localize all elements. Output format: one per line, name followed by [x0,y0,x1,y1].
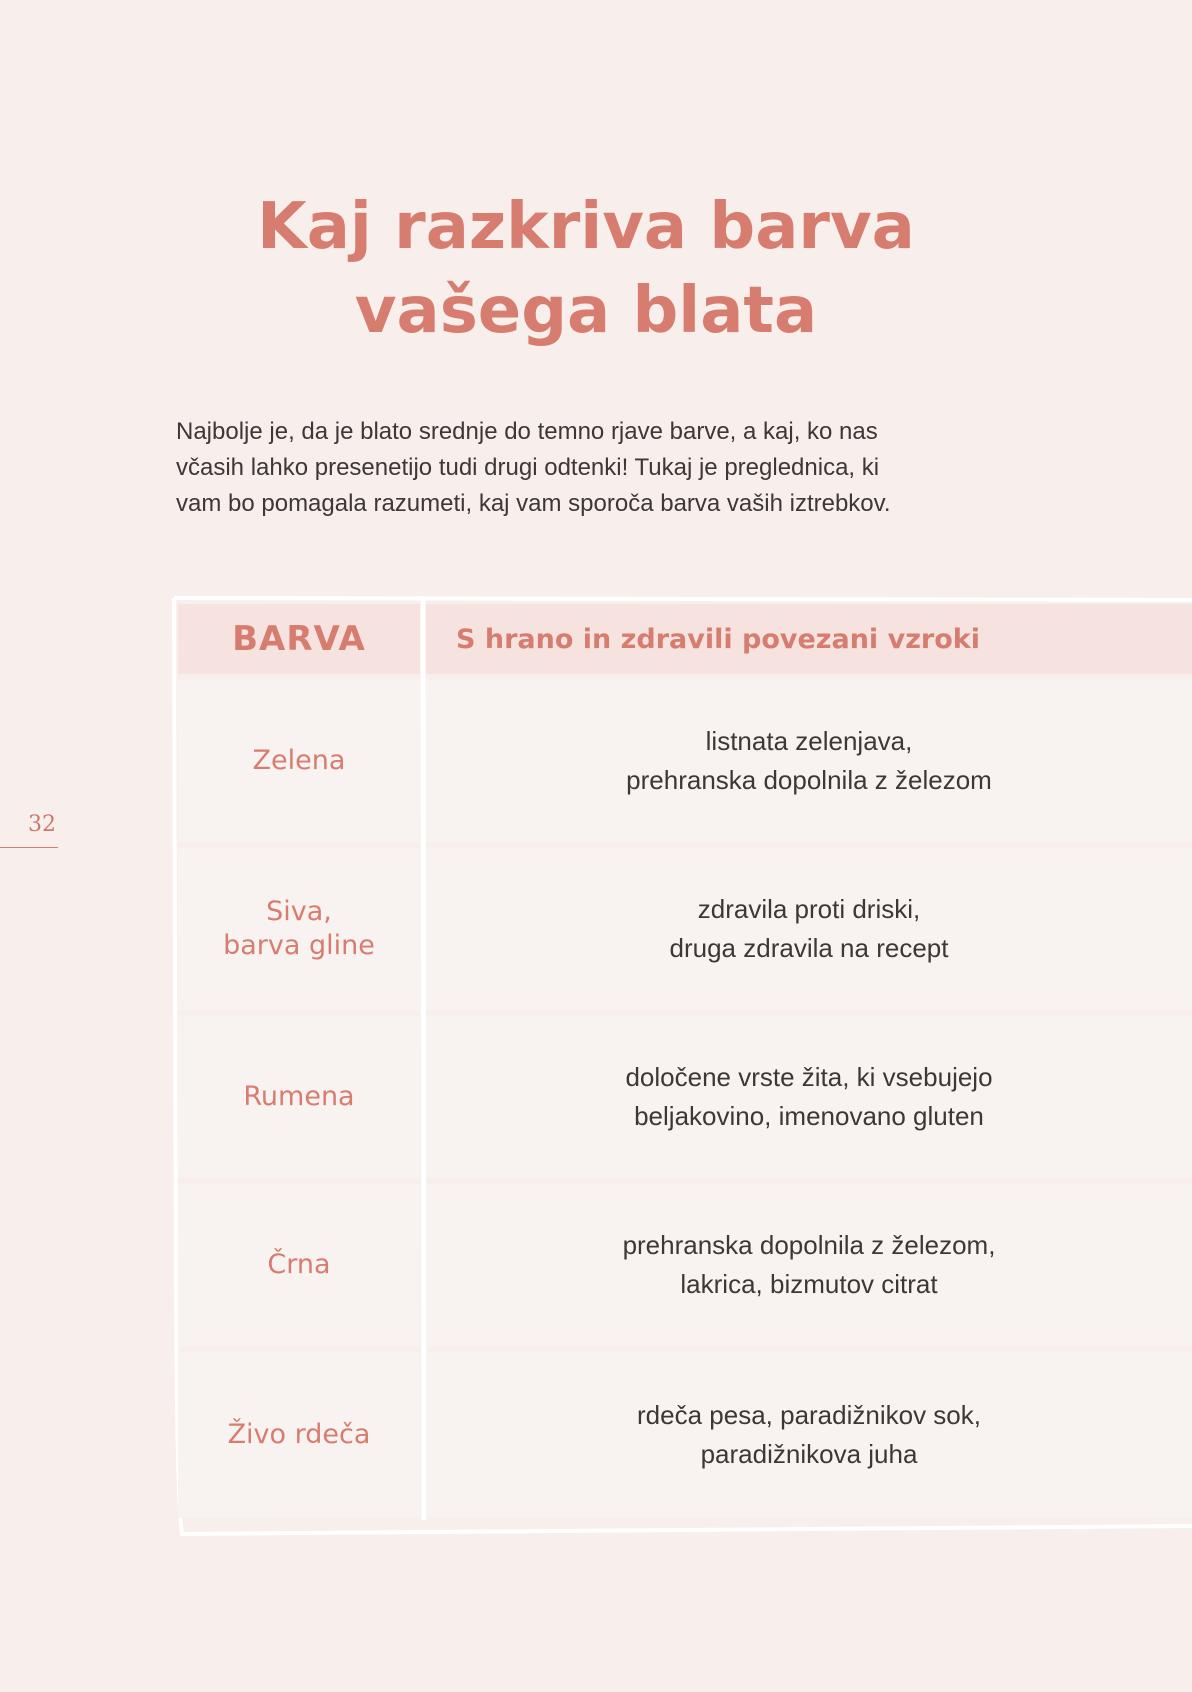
color-name [223,895,375,963]
cause-cell [426,1184,1192,1346]
page-title [0,185,1172,353]
cause-cell [426,1016,1192,1178]
color-name-line: Siva, [266,896,332,927]
cause-line: beljakovino, imenovano gluten [634,1101,984,1131]
cause-line: listnata zelenjava, [705,726,913,756]
cause-line: lakrica, bizmutov citrat [680,1269,938,1299]
header-causes-label: S hrano in zdravili povezani vzroki [456,623,980,655]
cause-line: druga zdravila na recept [669,933,949,963]
cause-text [623,1226,996,1304]
color-cell [178,1016,420,1178]
cause-text [670,890,949,968]
color-name [228,1418,371,1452]
header-color-label: BARVA [232,619,366,659]
page-number-text: 32 [28,812,56,837]
cause-text [637,1396,981,1474]
page-title-line-2: vašega blata [354,274,818,348]
cause-line: prehranska dopolnila z železom, [622,1230,996,1260]
color-cell [178,680,420,842]
header-cell-causes [426,604,1192,674]
cause-cell [426,680,1192,842]
intro-line-2: včasih lahko presenetijo tudi drugi odtenki! Tukaj je preglednica, ki [176,454,880,481]
table-row [178,848,1192,1010]
color-name-line: Rumena [243,1081,355,1112]
intro-line-3: vam bo pomagala razumeti, kaj vam sporoča barva vaših iztrebkov. [176,490,891,517]
header-cell-color [178,604,420,674]
color-cell [178,1184,420,1346]
cause-line: zdravila proti driski, [697,894,921,924]
color-name-line: Živo rdeča [227,1419,371,1450]
color-name-line: Zelena [252,745,346,776]
cause-line: prehranska dopolnila z železom [626,765,992,795]
cause-cell [426,848,1192,1010]
table-row [178,680,1192,842]
intro-paragraph [176,414,976,522]
color-name [267,1248,330,1282]
table-header-row [178,604,1192,674]
table-row [178,1016,1192,1178]
intro-line-1: Najbolje je, da je blato srednje do temno rjave barve, a kaj, ko nas [176,418,878,445]
cause-text [625,1058,992,1136]
page-number [0,812,58,848]
stool-color-table [172,596,1192,1536]
color-cell [178,848,420,1010]
cause-cell [426,1352,1192,1518]
page-title-line-1: Kaj razkriva barva [257,190,915,264]
cause-line: rdeča pesa, paradižnikov sok, [637,1400,981,1430]
color-name-line: Črna [267,1249,331,1280]
color-name [253,744,346,778]
cause-text [626,722,992,800]
table-row [178,1184,1192,1346]
color-name-line: barva gline [223,930,375,961]
cause-line: paradižnikova juha [700,1439,918,1469]
table-row [178,1352,1192,1518]
cause-line: določene vrste žita, ki vsebujejo [625,1062,993,1092]
color-name [243,1080,354,1114]
color-cell [178,1352,420,1518]
